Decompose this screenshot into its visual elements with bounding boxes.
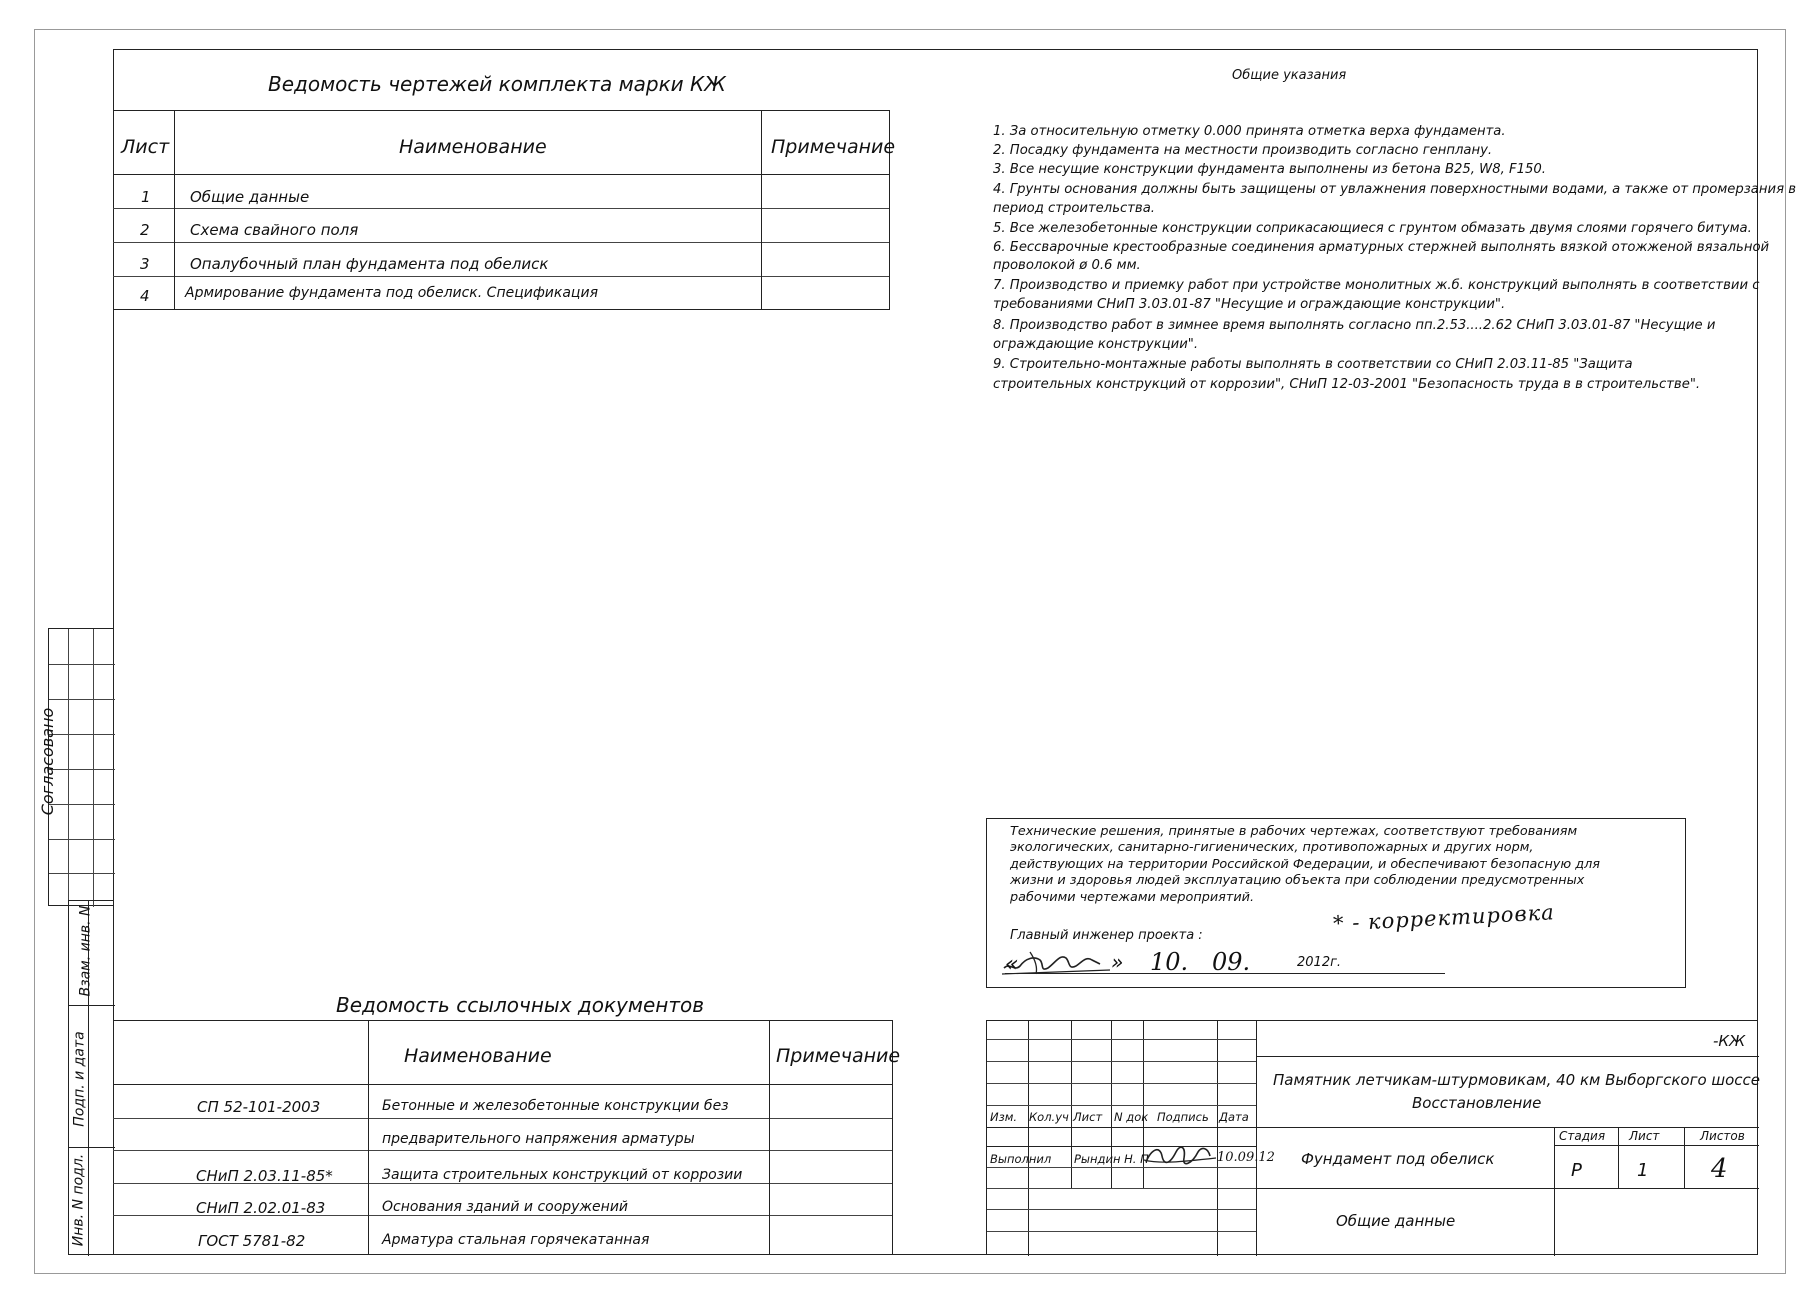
col-header-signature: Подпись <box>1157 1110 1209 1124</box>
project-title-line1: Памятник летчикам-штурмовикам, 40 км Выборгского шоссе <box>1273 1071 1761 1089</box>
compliance-line: рабочими чертежами мероприятий. <box>1010 890 1255 905</box>
references-header-note: Примечание <box>776 1045 901 1067</box>
note-line: ограждающие конструкции". <box>993 337 1199 352</box>
reference-designation: ГОСТ 5781-82 <box>198 1232 306 1250</box>
note-line: 5. Все железобетонные конструкции соприкасающиеся с грунтом обмазать двумя слоями горячего битума. <box>993 221 1752 236</box>
drawings-row-sheet: 1 <box>141 188 151 206</box>
drawings-row-sheet: 2 <box>140 221 150 239</box>
agreed-label: Согласовано <box>38 707 58 816</box>
replace-inv-label: Взам. инв. N <box>77 905 94 997</box>
drawings-row-sheet: 3 <box>140 255 150 273</box>
project-title-line2: Восстановление <box>1412 1094 1542 1112</box>
chief-engineer-label: Главный инженер проекта : <box>1010 928 1203 943</box>
note-line: 4. Грунты основания должны быть защищены от увлажнения поверхностными водами, а также от промерзания в <box>993 182 1796 197</box>
note-line: проволокой ø 0.6 мм. <box>993 258 1141 273</box>
compliance-line: экологических, санитарно-гигиенических, противопожарных и других норм, <box>1010 840 1534 855</box>
sheets-label: Листов <box>1700 1129 1745 1143</box>
note-line: 6. Бессварочные крестообразные соединения арматурных стержней выполнять вязкой отожженой вязальной <box>993 240 1770 255</box>
note-line: 7. Производство и приемку работ при устройстве монолитных ж.б. конструкций выполнять в соответствии с <box>993 278 1760 293</box>
note-line: 9. Строительно-монтажные работы выполнять в соответствии со СНиП 2.03.11-85 "Защита <box>993 357 1633 372</box>
references-header-name: Наименование <box>404 1045 552 1067</box>
sign-date-label: Подп. и дата <box>71 1031 88 1127</box>
drawings-row-sheet: 4 <box>140 287 150 305</box>
performer-signature <box>1140 1138 1220 1174</box>
reference-name: Бетонные и железобетонные конструкции без <box>382 1098 729 1114</box>
reference-designation: СНиП 2.03.11-85* <box>196 1167 333 1185</box>
drawings-row-name: Армирование фундамента под обелиск. Спецификация <box>185 285 598 301</box>
col-header-qty: Кол.уч <box>1029 1110 1069 1124</box>
stage-label: Стадия <box>1559 1129 1606 1143</box>
drawings-header-sheet: Лист <box>121 136 170 158</box>
compliance-line: Технические решения, принятые в рабочих чертежах, соответствуют требованиям <box>1010 824 1578 839</box>
object-name: Фундамент под обелиск <box>1301 1150 1495 1168</box>
note-line: 3. Все несущие конструкции фундамента выполнены из бетона B25, W8, F150. <box>993 162 1546 177</box>
date-open-quote: « <box>1005 952 1019 977</box>
reference-name: предварительного напряжения арматуры <box>382 1131 695 1147</box>
col-header-rev: Изм. <box>990 1110 1018 1124</box>
references-title: Ведомость ссылочных документов <box>336 993 705 1017</box>
reference-designation: СП 52-101-2003 <box>197 1098 321 1116</box>
note-line: строительных конструкций от коррозии", СНиП 12-03-2001 "Безопасность труда в в строительстве". <box>993 377 1701 392</box>
drawings-header-note: Примечание <box>771 136 896 158</box>
compliance-line: действующих на территории Российской Федерации, и обеспечивают безопасную для <box>1010 857 1600 872</box>
sheet-value: 1 <box>1637 1160 1649 1181</box>
date-month: 09. <box>1212 948 1251 976</box>
drawings-row-name: Схема свайного поля <box>190 221 359 239</box>
reference-name: Защита строительных конструкций от коррозии <box>382 1167 743 1183</box>
date-year: 2012г. <box>1297 955 1342 970</box>
side-stamp-agreed <box>48 628 114 906</box>
date-underline <box>1005 973 1445 974</box>
drawings-row-name: Общие данные <box>190 188 310 206</box>
reference-designation: СНиП 2.02.01-83 <box>196 1199 326 1217</box>
drawings-header-name: Наименование <box>399 136 547 158</box>
col-header-docnum: N док <box>1114 1110 1149 1124</box>
col-header-date: Дата <box>1219 1110 1249 1124</box>
performed-name: Рындин Н. П <box>1074 1152 1149 1166</box>
handwritten-correction-note: * - корректировка <box>1332 900 1556 936</box>
drawings-row-name: Опалубочный план фундамента под обелиск <box>190 255 549 273</box>
date-day: 10. <box>1150 948 1189 976</box>
drawings-list-title: Ведомость чертежей комплекта марки КЖ <box>268 72 726 96</box>
sheet-label: Лист <box>1629 1129 1660 1143</box>
note-line: 1. За относительную отметку 0.000 принята отметка верха фундамента. <box>993 124 1506 139</box>
title-code: -КЖ <box>1713 1032 1746 1050</box>
compliance-line: жизни и здоровья людей эксплуатацию объекта при соблюдении предусмотренных <box>1010 873 1585 888</box>
orig-inv-label: Инв. N подл. <box>70 1153 87 1247</box>
sheet-name: Общие данные <box>1336 1212 1456 1230</box>
general-notes-title: Общие указания <box>1232 68 1347 83</box>
note-line: период строительства. <box>993 201 1155 216</box>
note-line: 2. Посадку фундамента на местности производить согласно генплану. <box>993 143 1493 158</box>
note-line: 8. Производство работ в зимнее время выполнять согласно пп.2.53....2.62 СНиП 3.03.01-87 "Несущие и <box>993 318 1716 333</box>
date-close-quote: » <box>1111 950 1124 974</box>
sheets-value: 4 <box>1711 1154 1728 1184</box>
performed-date: 10.09.12 <box>1217 1150 1275 1165</box>
reference-name: Арматура стальная горячекатанная <box>382 1232 650 1248</box>
reference-name: Основания зданий и сооружений <box>382 1199 629 1215</box>
note-line: требованиями СНиП 3.03.01-87 "Несущие и ограждающие конструкции". <box>993 297 1506 312</box>
performed-label: Выполнил <box>990 1152 1052 1166</box>
stage-value: Р <box>1571 1160 1582 1181</box>
col-header-sheet: Лист <box>1073 1110 1103 1124</box>
